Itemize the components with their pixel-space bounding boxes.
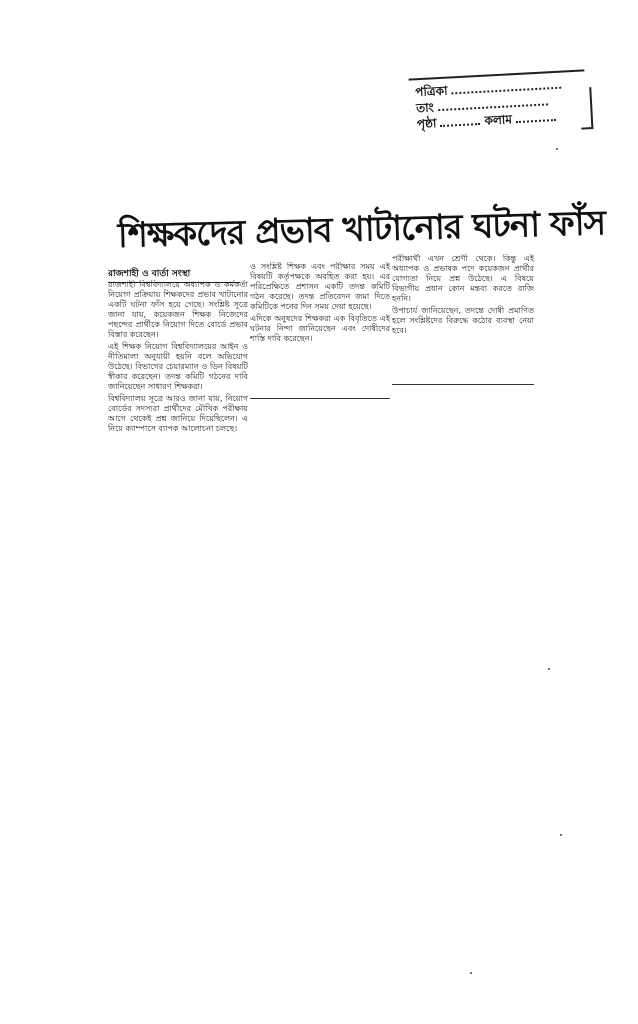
column-1-paragraph: রাজশাহী বিশ্ববিদ্যালয়ে অধ্যাপক ও কর্মকর্তা নিয়োগ প্রক্রিয়ায় শিক্ষকদের প্রভাব খাটানোর একটি ঘটনা ফাঁস হয়ে গেছে। সংশ্লিষ্ট সূত্রে জানা যায়, কয়েকজন শিক্ষক নিজেদের পছন্দের প্রার্থীকে নিয়োগ দিতে বোর্ডে প্রভাব বিস্তার করেছেন। — [108, 280, 248, 339]
column-2-paragraph: ও সংশ্লিষ্ট শিক্ষক এবং পরীক্ষার সময় এই বিষয়টি কর্তৃপক্ষকে অবহিত করা হয়। এর পরিপ্রেক্ষিতে প্রশাসন একটি তদন্ত কমিটি গঠন করেছে। তদন্ত প্রতিবেদন জমা দিতে কমিটিকে পনের দিন সময় দেয়া হয়েছে। — [250, 262, 390, 311]
stamp-column-label: কলাম — [484, 112, 513, 128]
stamp-date-blank — [437, 95, 547, 111]
column-2-paragraph: এদিকে অনুষদের শিক্ষকরা এক বিবৃতিতে এই ঘটনার নিন্দা জানিয়েছেন এবং দোষীদের শাস্তি দাবি করেছেন। — [250, 314, 390, 343]
article-column-1 — [108, 280, 248, 596]
scan-speck — [560, 834, 562, 836]
column-2-end-rule — [250, 398, 390, 399]
stamp-page-blank — [440, 115, 480, 127]
stamp-page-label: পৃষ্ঠা — [416, 116, 437, 132]
column-1-paragraph: বিশ্ববিদ্যালয় সূত্রে আরও জানা যায়, নিয়োগ বোর্ডের সদস্যরা প্রার্থীদের মৌখিক পরীক্ষায় আগে থেকেই প্রশ্ন জানিয়ে দিয়েছিলেন। এ নিয়ে ক্যাম্পাসে ব্যাপক আলোচনা চলছে। — [108, 394, 248, 433]
clipping-label-stamp — [409, 69, 588, 138]
stamp-paper-blank — [451, 79, 561, 95]
stamp-paper-label: পত্রিকা — [414, 83, 448, 100]
column-1-paragraph: এই শিক্ষক নিয়োগ বিশ্ববিদ্যালয়ের আইন ও নীতিমালা অনুযায়ী হয়নি বলে অভিযোগ উঠেছে। বিভাগের চেয়ারম্যান ও ডিন বিষয়টি স্বীকার করেছেন। তদন্ত কমিটি গঠনের দাবি জানিয়েছেন সাধারণ শিক্ষকরা। — [108, 342, 248, 391]
scan-speck — [470, 972, 472, 974]
stamp-corner-mark — [579, 87, 593, 130]
article-column-2 — [250, 262, 390, 394]
article-headline: শিক্ষকদের প্রভাব খাটানোর ঘটনা ফাঁস — [117, 203, 606, 256]
column-3-end-rule — [392, 384, 534, 385]
column-3-paragraph: উপাচার্য জানিয়েছেন, তদন্তে দোষী প্রমাণিত হলে সংশ্লিষ্টদের বিরুদ্ধে কঠোর ব্যবস্থা নেয়া হবে। — [392, 306, 534, 335]
stamp-date-label: তাং — [415, 100, 435, 116]
scan-speck — [548, 668, 550, 670]
article-byline: রাজশাহী ও বার্তা সংস্থা — [108, 266, 240, 283]
article-column-3 — [392, 254, 534, 378]
column-3-paragraph: পরীক্ষার্থী এখন শ্রেণী থেকে। কিন্তু এই অধ্যাপক ও প্রভাষক পদে কয়েকজন প্রার্থীর যোগ্যতা নিয়ে প্রশ্ন উঠেছে। এ বিষয়ে বিভাগীয় প্রধান কোন মন্তব্য করতে রাজি হননি। — [392, 254, 534, 303]
stamp-column-blank — [516, 111, 556, 123]
scan-speck — [556, 148, 558, 150]
